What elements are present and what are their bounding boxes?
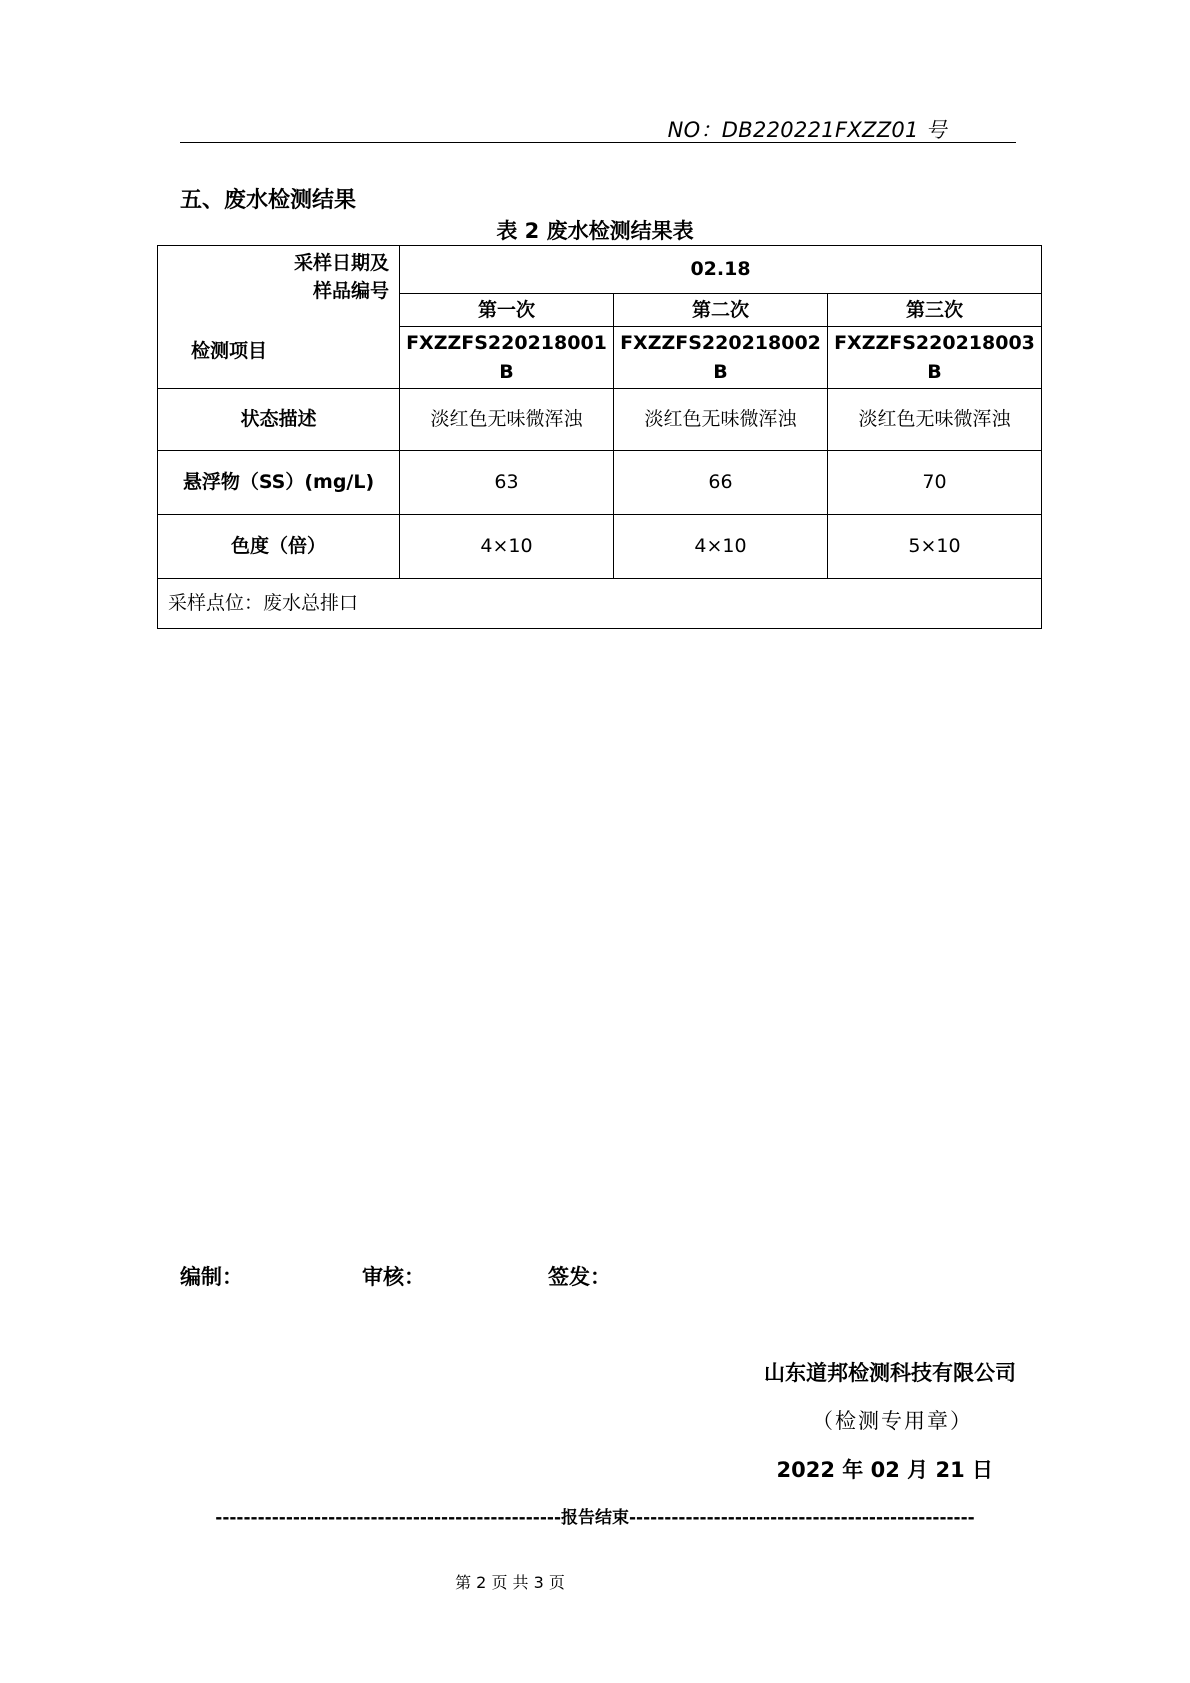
table-cell: 淡红色无味微浑浊 (828, 389, 1042, 451)
table-row (158, 389, 1042, 451)
table-cell: 5×10 (828, 515, 1042, 579)
row-item-label: 状态描述 (158, 389, 400, 451)
row-item-label: 色度（倍） (158, 515, 400, 579)
report-date: 2022 年 02 月 21 日 (776, 1458, 993, 1482)
report-number: NO：DB220221FXZZ01 号 (667, 118, 947, 142)
stamp-note: （检测专用章） (812, 1409, 973, 1433)
table-cell: 4×10 (614, 515, 828, 579)
table-cell: 淡红色无味微浑浊 (400, 389, 614, 451)
company-name: 山东道邦检测科技有限公司 (764, 1361, 1016, 1385)
table-caption: 表 2 废水检测结果表 (496, 219, 694, 243)
sample-id: FXZZFS220218003B (828, 327, 1042, 389)
table-row (158, 451, 1042, 515)
page-number: 第 2 页 共 3 页 (455, 1573, 565, 1592)
results-table (157, 245, 1042, 629)
round-header: 第二次 (614, 294, 828, 327)
table-corner-cell (158, 246, 400, 389)
table-cell: 63 (400, 451, 614, 515)
sampling-location-note: 采样点位：废水总排口 (158, 579, 1042, 629)
table-cell: 66 (614, 451, 828, 515)
table-row (158, 515, 1042, 579)
sample-id: FXZZFS220218001B (400, 327, 614, 389)
table-cell: 淡红色无味微浑浊 (614, 389, 828, 451)
report-end-line: -------------------------------------------------报告结束------------------------------------------------- (215, 1508, 975, 1528)
table-cell: 70 (828, 451, 1042, 515)
section-title: 五、废水检测结果 (180, 188, 357, 213)
header-rule (180, 142, 1016, 143)
round-header: 第三次 (828, 294, 1042, 327)
table-cell: 4×10 (400, 515, 614, 579)
sampling-date: 02.18 (400, 246, 1042, 294)
compiled-by-label: 编制： (180, 1265, 243, 1289)
corner-item-label: 检测项目 (191, 340, 268, 362)
row-item-label: 悬浮物（SS）(mg/L) (158, 451, 400, 515)
round-header: 第一次 (400, 294, 614, 327)
corner-sampling-label: 采样日期及 样品编号 (293, 252, 389, 302)
issued-by-label: 签发： (548, 1265, 611, 1289)
reviewed-by-label: 审核： (362, 1265, 425, 1289)
sample-id: FXZZFS220218002B (614, 327, 828, 389)
